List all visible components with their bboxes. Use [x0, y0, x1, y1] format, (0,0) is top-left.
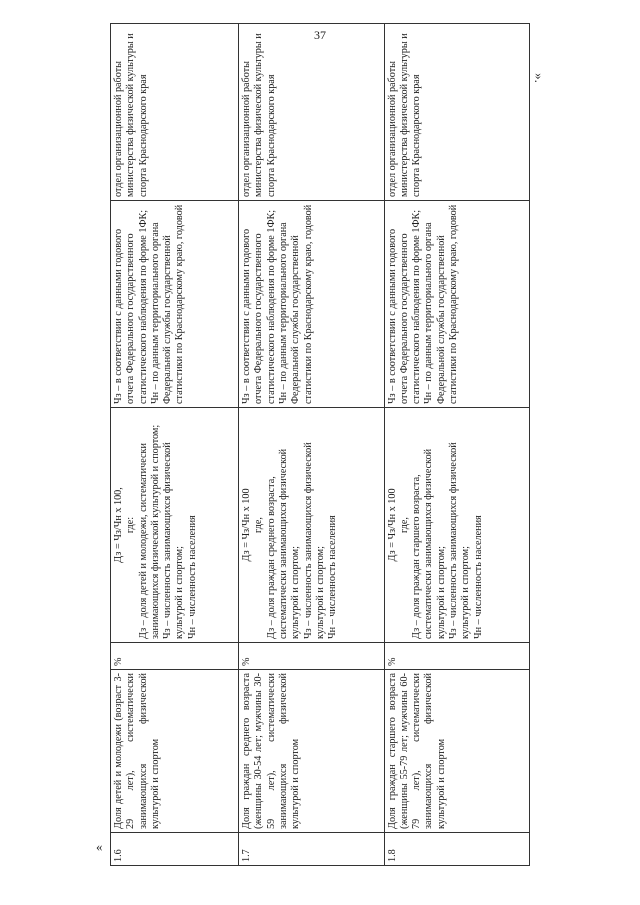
indicators-table: [110, 23, 530, 866]
formula-cell: [111, 408, 239, 643]
responsible-cell: отдел организационной работы министерства физической культуры и спорта Краснодарского края: [239, 24, 384, 201]
table-row: [111, 24, 239, 866]
source-text: Чн – по данным территориального органа Федеральной службы государственной статистики по Краснодарскому краю, годовой: [149, 204, 186, 404]
source-text: Чн – по данным территориального органа Федеральной службы государственной статистики по Краснодарскому краю, годовой: [278, 204, 314, 404]
unit-cell: %: [111, 643, 239, 670]
formula-where: где:: [125, 516, 137, 534]
source-text: Чз – в соответствии с данными годового отчета Федерального государственного статистического наблюдения по форме 1ФК;: [241, 209, 277, 404]
formula-where: где,: [398, 517, 410, 533]
responsible-cell: отдел организационной работы министерства физической культуры и спорта Краснодарского края: [384, 24, 529, 201]
closing-quote: ».: [531, 73, 547, 83]
formula-cell: [384, 408, 529, 643]
indicator-name: Доля детей и молодежи (возраст 3-29 лет), систематически занимающихся физической культурой и спортом: [111, 670, 239, 833]
row-number: 1.6: [111, 833, 239, 866]
formula-where: где,: [253, 517, 265, 533]
formula-cell: [239, 408, 384, 643]
row-number: 1.7: [239, 833, 384, 866]
definition: Чз – численность занимающихся физической культурой и спортом;: [448, 442, 472, 639]
unit-cell: %: [239, 643, 384, 670]
definition: Дз – доля детей и молодежи, систематически занимающихся физической культурой и спортом;: [137, 424, 161, 639]
source-cell: [384, 201, 529, 408]
source-cell: [239, 201, 384, 408]
source-text: Чн – по данным территориального органа Федеральной службы государственной статистики по Краснодарскому краю, годовой: [423, 204, 460, 404]
definition: Чз – численность занимающихся физической культурой и спортом;: [162, 442, 186, 639]
indicator-name: Доля граждан старшего возраста (женщины 55-79 лет; мужчины 60-79 лет), систематически занимающихся физической культурой и спортом: [384, 670, 529, 833]
row-number: 1.8: [384, 833, 529, 866]
definition: Чз – численность занимающихся физической культурой и спортом;: [302, 442, 326, 639]
formula: Дз = Чз/Чн х 100: [241, 488, 253, 562]
indicator-name: Доля граждан среднего возраста (женщины 30-54 лет; мужчины 30-59 лет), систематически занимающихся физической культурой и спортом: [239, 670, 384, 833]
definition: Чн – численность населения: [186, 515, 198, 639]
formula: Дз = Чз/Чн х 100,: [113, 487, 124, 563]
opening-quote: «: [96, 839, 103, 854]
definition: Дз – доля граждан старшего возраста, систематически занимающихся физической культурой и спортом;: [411, 448, 447, 639]
unit-cell: %: [384, 643, 529, 670]
table-row: [239, 24, 384, 866]
source-text: Чз – в соответствии с данными годового отчета Федерального государственного статистического наблюдения по форме 1ФК;: [386, 209, 423, 404]
source-text: Чз – в соответствии с данными годового отчета Федерального государственного статистического наблюдения по форме 1ФК;: [113, 209, 149, 404]
page-number: 37: [314, 28, 326, 42]
definition: Чн – численность населения: [472, 515, 484, 639]
table-row: [384, 24, 529, 866]
responsible-cell: отдел организационной работы министерства физической культуры и спорта Краснодарского края: [111, 24, 239, 201]
definition: Чн – численность населения: [327, 515, 339, 639]
formula: Дз = Чз/Чн х 100: [386, 488, 398, 562]
source-cell: [111, 201, 239, 408]
definition: Дз – доля граждан среднего возраста, систематически занимающихся физической культурой и спортом;: [265, 448, 302, 639]
